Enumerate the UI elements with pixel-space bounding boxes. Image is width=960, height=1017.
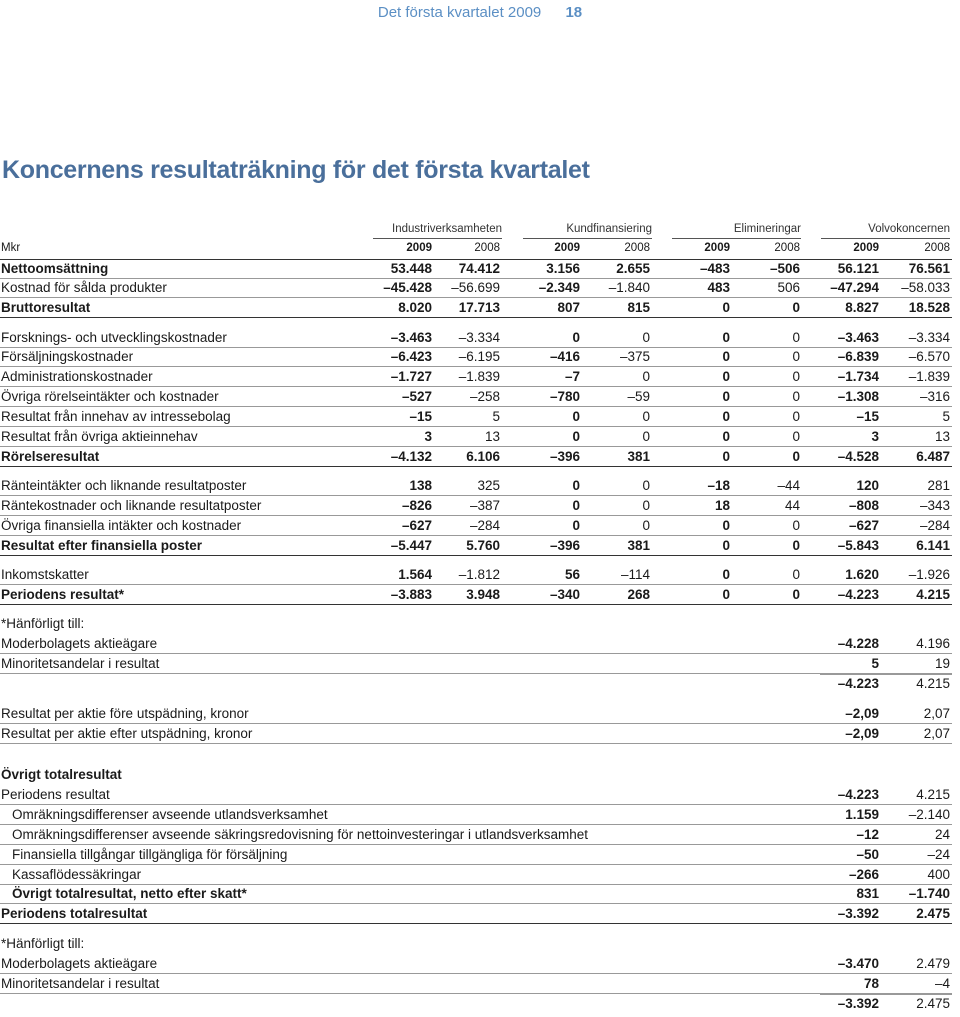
cell-value: 0 (722, 538, 730, 553)
cell-value: –3.334 (908, 330, 950, 345)
cell-value: 2.655 (616, 261, 650, 276)
cell-value: 0 (722, 330, 730, 345)
cell-value: –258 (469, 389, 500, 404)
cell-value: –3.463 (837, 330, 879, 345)
row-label: Övrigt totalresultat (1, 767, 122, 782)
row-label: Moderbolagets aktieägare (1, 956, 158, 971)
cell-value: 815 (627, 300, 650, 315)
cell-value: –3.463 (390, 330, 432, 345)
group-header: Elimineringar (672, 223, 801, 239)
cell-value: 2.475 (916, 996, 950, 1011)
table-row (0, 805, 952, 825)
cell-value: –483 (699, 261, 730, 276)
row-label: Forsknings- och utvecklingskostnader (1, 330, 227, 345)
cell-value: 0 (792, 567, 800, 582)
cell-value: 2,07 (923, 706, 950, 721)
cell-value: 56.121 (837, 261, 879, 276)
row-label: Ränteintäkter och liknande resultatposter (1, 478, 247, 493)
cell-value: 0 (642, 518, 650, 533)
cell-value: –808 (848, 498, 879, 513)
cell-value: –44 (777, 478, 800, 493)
cell-value: 831 (856, 886, 879, 901)
row-label: Resultat per aktie efter utspädning, kronor (1, 726, 253, 741)
row-label: Periodens resultat (1, 787, 110, 802)
cell-value: 13 (484, 429, 500, 444)
cell-value: –416 (549, 349, 580, 364)
row-label: *Hänförligt till: (1, 936, 85, 951)
cell-value: 0 (722, 567, 730, 582)
cell-value: 3 (871, 429, 879, 444)
cell-value: 0 (642, 369, 650, 384)
cell-value: –1.840 (608, 280, 650, 295)
table-row (0, 259, 952, 279)
group-header: Kundfinansiering (523, 223, 652, 239)
cell-value: 18.528 (908, 300, 950, 315)
cell-value: –1.734 (837, 369, 879, 384)
cell-value: 0 (642, 429, 650, 444)
cell-value: 1.159 (845, 807, 879, 822)
cell-value: –4.223 (837, 676, 879, 691)
row-label: Administrationskostnader (1, 369, 153, 384)
cell-value: 0 (642, 330, 650, 345)
row-label: Minoritetsandelar i resultat (1, 656, 160, 671)
cell-value: 74.412 (458, 261, 500, 276)
cell-value: –266 (848, 867, 879, 882)
cell-value: –3.392 (837, 996, 879, 1011)
cell-value: 2.479 (916, 956, 950, 971)
cell-value: 0 (722, 429, 730, 444)
row-label: Resultat per aktie före utspädning, kronor (1, 706, 249, 721)
row-label: Omräkningsdifferenser avseende säkringsredovisning för nettoinvesteringar i utlandsverksamhet (12, 827, 589, 842)
table-row (0, 496, 952, 516)
cell-value: –114 (620, 567, 650, 582)
cell-value: –3.883 (390, 587, 432, 602)
year-label: 2009 (853, 242, 879, 254)
row-label: Kostnad för sålda produkter (1, 280, 167, 295)
cell-value: 3.156 (546, 261, 580, 276)
cell-value: 120 (856, 478, 879, 493)
cell-value: –4.223 (837, 587, 879, 602)
cell-value: 3.948 (466, 587, 500, 602)
row-label: Resultat från innehav av intressebolag (1, 409, 231, 424)
cell-value: –18 (707, 478, 730, 493)
cell-value: 17.713 (458, 300, 500, 315)
table-row (0, 347, 952, 367)
cell-value: –6.195 (458, 349, 500, 364)
cell-value: 506 (777, 280, 800, 295)
cell-value: 0 (792, 300, 800, 315)
cell-value: –4.228 (837, 636, 879, 651)
table-row (0, 516, 952, 536)
unit-label: Mkr (1, 242, 21, 254)
year-label: 2009 (554, 242, 580, 254)
cell-value: –6.839 (837, 349, 879, 364)
cell-value: –396 (549, 538, 580, 553)
cell-value: –316 (919, 389, 950, 404)
row-label: Finansiella tillgångar tillgängliga för försäljning (12, 847, 288, 862)
group-header: Industriverksamheten (373, 223, 502, 239)
cell-value: –396 (549, 449, 580, 464)
table-row (0, 407, 952, 427)
cell-value: –826 (401, 498, 432, 513)
cell-value: 281 (927, 478, 950, 493)
row-label: Minoritetsandelar i resultat (1, 976, 160, 991)
cell-value: 0 (792, 389, 800, 404)
cell-value: 0 (792, 330, 800, 345)
cell-value: 18 (714, 498, 730, 513)
cell-value: 0 (572, 409, 580, 424)
cell-value: –1.727 (390, 369, 432, 384)
cell-value: 56 (564, 567, 580, 582)
cell-value: 138 (409, 478, 432, 493)
cell-value: –340 (549, 587, 580, 602)
row-label: Övriga rörelseintäkter och kostnader (1, 389, 219, 404)
cell-value: 0 (792, 429, 800, 444)
cell-value: 5 (492, 409, 500, 424)
cell-value: 0 (572, 498, 580, 513)
cell-value: –50 (856, 847, 879, 862)
year-label: 2008 (924, 242, 950, 254)
cell-value: 0 (722, 389, 730, 404)
row-label: Räntekostnader och liknande resultatposter (1, 498, 262, 513)
cell-value: –5.843 (837, 538, 879, 553)
cell-value: –1.812 (458, 567, 500, 582)
group-header: Volvokoncernen (821, 223, 950, 239)
cell-value: –284 (919, 518, 950, 533)
row-label: Övriga finansiella intäkter och kostnader (1, 518, 242, 533)
cell-value: –1.740 (908, 886, 950, 901)
cell-value: 0 (792, 409, 800, 424)
year-header-row (0, 240, 952, 260)
table-row (0, 785, 952, 805)
cell-value: 5.760 (466, 538, 500, 553)
cell-value: –506 (769, 261, 800, 276)
year-label: 2008 (624, 242, 650, 254)
cell-value: 4.196 (916, 636, 950, 651)
cell-value: –7 (564, 369, 580, 384)
cell-value: 0 (722, 349, 730, 364)
cell-value: –375 (619, 349, 650, 364)
table-row (0, 974, 952, 994)
cell-value: –3.392 (837, 906, 879, 921)
cell-value: 268 (627, 587, 650, 602)
cell-value: –1.839 (458, 369, 500, 384)
table-row (0, 278, 952, 298)
cell-value: 0 (792, 349, 800, 364)
cell-value: 0 (722, 369, 730, 384)
table-row (0, 387, 952, 407)
cell-value: 483 (707, 280, 730, 295)
cell-value: –527 (401, 389, 432, 404)
cell-value: 8.827 (845, 300, 879, 315)
cell-value: –2.140 (908, 807, 950, 822)
row-label: *Hänförligt till: (1, 616, 85, 631)
report-title: Det första kvartalet 2009 (377, 4, 542, 21)
cell-value: 0 (572, 518, 580, 533)
year-label: 2009 (406, 242, 432, 254)
table-row (0, 904, 952, 924)
cell-value: –5.447 (390, 538, 432, 553)
cell-value: –387 (469, 498, 500, 513)
cell-value: –627 (848, 518, 879, 533)
cell-value: –1.308 (837, 389, 879, 404)
table-row (0, 934, 952, 953)
cell-value: –4.528 (837, 449, 879, 464)
cell-value: 381 (627, 538, 650, 553)
cell-value: 6.141 (916, 538, 950, 553)
cell-value: –627 (401, 518, 432, 533)
cell-value: 325 (477, 478, 500, 493)
row-label: Försäljningskostnader (1, 349, 134, 364)
cell-value: 24 (934, 827, 950, 842)
cell-value: –284 (469, 518, 500, 533)
cell-value: –3.334 (458, 330, 500, 345)
cell-value: 0 (792, 587, 800, 602)
row-label: Inkomstskatter (1, 567, 89, 582)
cell-value: –58.033 (901, 280, 950, 295)
cell-value: –2,09 (845, 726, 879, 741)
cell-value: –12 (856, 827, 879, 842)
cell-value: –15 (856, 409, 879, 424)
cell-value: –59 (627, 389, 650, 404)
table-row (0, 427, 952, 447)
cell-value: 76.561 (908, 261, 950, 276)
cell-value: 0 (722, 409, 730, 424)
cell-value: 0 (722, 300, 730, 315)
row-label: Övrigt totalresultat, netto efter skatt* (12, 886, 247, 901)
cell-value: –4.223 (837, 787, 879, 802)
cell-value: –47.294 (830, 280, 879, 295)
cell-value: 4.215 (916, 587, 950, 602)
cell-value: –4 (934, 976, 950, 991)
row-label: Moderbolagets aktieägare (1, 636, 158, 651)
cell-value: –1.926 (908, 567, 950, 582)
cell-value: 5 (871, 656, 879, 671)
cell-value: 1.620 (845, 567, 879, 582)
table-row (0, 476, 952, 496)
table-row (0, 536, 952, 556)
cell-value: 0 (792, 369, 800, 384)
cell-value: –24 (927, 847, 950, 862)
cell-value: 381 (627, 449, 650, 464)
row-label: Omräkningsdifferenser avseende utlandsverksamhet (12, 807, 328, 822)
cell-value: –56.699 (451, 280, 500, 295)
table-row (0, 565, 952, 585)
cell-value: 4.215 (916, 787, 950, 802)
page-header (0, 4, 960, 21)
cell-value: 0 (792, 518, 800, 533)
page-title: Koncernens resultaträkning för det första kvartalet (2, 156, 590, 184)
cell-value: –3.470 (837, 956, 879, 971)
cell-value: –343 (919, 498, 950, 513)
table-row (0, 614, 952, 633)
cell-value: 0 (792, 538, 800, 553)
cell-value: 0 (572, 478, 580, 493)
table-row (0, 298, 952, 318)
table-row (0, 825, 952, 845)
cell-value: –2,09 (845, 706, 879, 721)
row-label: Resultat efter finansiella poster (1, 538, 203, 553)
row-label: Bruttoresultat (1, 300, 91, 315)
year-label: 2008 (774, 242, 800, 254)
table-row (0, 367, 952, 387)
table-row (0, 884, 952, 904)
subtotal-line (820, 994, 952, 995)
cell-value: 44 (784, 498, 800, 513)
cell-value: 13 (934, 429, 950, 444)
table-row (0, 585, 952, 605)
cell-value: 0 (572, 330, 580, 345)
cell-value: 0 (572, 429, 580, 444)
cell-value: –15 (409, 409, 432, 424)
cell-value: 0 (642, 478, 650, 493)
cell-value: 5 (942, 409, 950, 424)
row-label: Periodens totalresultat (1, 906, 148, 921)
table-row (0, 845, 952, 865)
cell-value: 8.020 (398, 300, 432, 315)
row-label: Periodens resultat* (1, 587, 125, 602)
cell-value: 2,07 (923, 726, 950, 741)
cell-value: 6.106 (466, 449, 500, 464)
year-label: 2009 (704, 242, 730, 254)
table-row (0, 765, 952, 784)
cell-value: 0 (722, 449, 730, 464)
row-label: Nettoomsättning (1, 261, 109, 276)
cell-value: –1.839 (908, 369, 950, 384)
cell-value: –6.423 (390, 349, 432, 364)
table-row (0, 654, 952, 674)
cell-value: –45.428 (383, 280, 432, 295)
subtotal-line (820, 674, 952, 675)
cell-value: 0 (722, 518, 730, 533)
cell-value: 3 (424, 429, 432, 444)
year-label: 2008 (474, 242, 500, 254)
table-row (0, 724, 952, 744)
cell-value: 19 (934, 656, 950, 671)
row-label: Kassaflödessäkringar (12, 867, 142, 882)
cell-value: 0 (642, 409, 650, 424)
table-row (0, 865, 952, 885)
cell-value: 6.487 (916, 449, 950, 464)
cell-value: –6.570 (908, 349, 950, 364)
cell-value: 4.215 (916, 676, 950, 691)
cell-value: 400 (927, 867, 950, 882)
cell-value: 0 (792, 449, 800, 464)
table-row (0, 954, 952, 974)
table-row (0, 704, 952, 724)
row-label: Resultat från övriga aktieinnehav (1, 429, 198, 444)
cell-value: 2.475 (916, 906, 950, 921)
row-label: Rörelseresultat (1, 449, 100, 464)
cell-value: 1.564 (398, 567, 432, 582)
cell-value: 78 (863, 976, 879, 991)
cell-value: 807 (557, 300, 580, 315)
table-row (0, 447, 952, 467)
cell-value: 0 (722, 587, 730, 602)
table-row (0, 674, 952, 693)
cell-value: 53.448 (390, 261, 432, 276)
cell-value: 0 (642, 498, 650, 513)
cell-value: –2.349 (538, 280, 580, 295)
cell-value: –780 (549, 389, 580, 404)
cell-value: –4.132 (390, 449, 432, 464)
table-row (0, 994, 952, 1013)
table-row (0, 634, 952, 654)
table-row (0, 328, 952, 348)
page-number: 18 (565, 4, 583, 21)
